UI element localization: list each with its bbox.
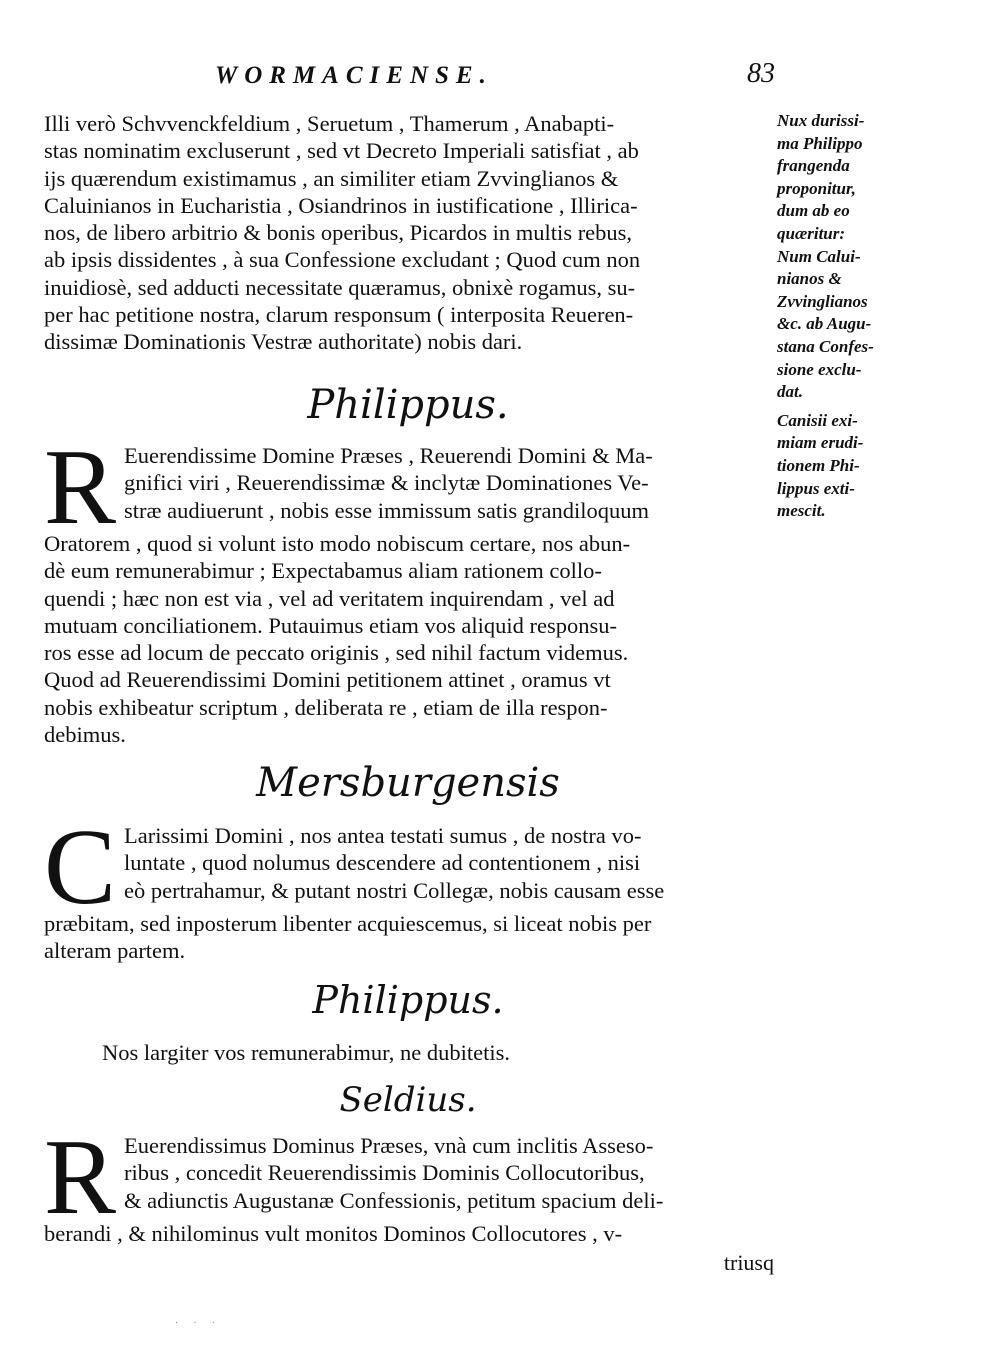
text-line: & adiunctis Augustanæ Confessionis, petitum spacium deli- — [124, 1187, 664, 1213]
drop-cap: C — [44, 808, 117, 927]
marginal-line: frangenda — [777, 156, 850, 176]
catchword: triusq — [723, 1250, 774, 1275]
text-line: Euerendissime Domine Præses , Reuerendi Domini & Ma- — [124, 443, 653, 468]
marginal-line: Nux durissi- — [777, 111, 865, 130]
text-line: quendi ; hæc non est via , vel ad veritatem inquirendam , vel ad — [44, 585, 615, 611]
paragraph-lines — [44, 1118, 772, 1247]
text-line: inuidiosè, sed adducti necessitate quæramus, obnixè rogamus, su- — [44, 274, 636, 300]
text-line: alteram partem. — [44, 938, 186, 964]
text-line: Caluinianos in Eucharistia , Osiandrinos in iustificatione , Illirica- — [44, 192, 638, 218]
marginal-line: stana Confes- — [777, 336, 874, 356]
text-line: dè eum remunerabimur ; Expectabamus aliam rationem collo- — [44, 558, 602, 584]
paragraph-lines — [44, 428, 772, 748]
paper-specks: · · · — [175, 1318, 221, 1329]
marginal-line: dum ab eo — [777, 201, 850, 221]
text-line: ros esse ad locum de peccato originis , sed nihil factum videmus. — [44, 640, 629, 666]
marginal-line: Num Calui- — [777, 246, 861, 266]
paragraph-lines — [44, 110, 772, 356]
text-line: gnifici viri , Reuerendissimæ & inclytæ Dominationes Ve- — [124, 470, 649, 496]
text-line: nos, de libero arbitrio & bonis operibus, Picardos in multis rebus, — [44, 220, 633, 246]
text-line: ribus , concedit Reuerendissimis Dominis Collocutoribus, — [124, 1160, 645, 1186]
marginal-notes — [777, 110, 907, 529]
text-line: berandi , & nihilominus vult monitos Dominos Collocutores , v- — [44, 1221, 623, 1246]
marginal-line: dat. — [777, 382, 803, 402]
text-line: præbitam, sed inposterum libenter acquiescemus, si liceat nobis per — [44, 911, 652, 936]
text-line: Larissimi Domini , nos antea testati sumus , de nostra vo- — [124, 823, 642, 848]
marginal-note-nux — [777, 110, 907, 404]
running-title: WORMACIENSE. — [215, 62, 493, 89]
page-number: 83 — [747, 58, 775, 89]
paragraph-clarissimi — [44, 808, 772, 965]
drop-cap: R — [44, 428, 117, 547]
marginal-line: mescit. — [777, 501, 826, 521]
marginal-line: Zvvinglianos — [777, 291, 868, 311]
marginal-line: Canisii exi- — [777, 410, 858, 430]
text-line: ab ipsis dissidentes , à sua Confessione excludant ; Quod cum non — [44, 247, 641, 273]
marginal-line: proponitur, — [777, 178, 856, 198]
reply-line: Nos largiter vos remunerabimur, ne dubitetis. — [102, 1040, 510, 1065]
marginal-line: miam erudi- — [777, 433, 864, 453]
text-line: stas nominatim excluserunt , sed vt Decreto Imperiali satisfiat , ab — [44, 138, 639, 164]
text-line: Euerendissimus Dominus Præses, vnà cum inclitis Asseso- — [124, 1133, 654, 1158]
text-line: dissimæ Dominationis Vestræ authoritate) nobis dari. — [44, 329, 523, 355]
text-line: nobis exhibeatur scriptum , deliberata re , etiam de illa respon- — [44, 694, 608, 720]
marginal-line: nianos & — [777, 269, 842, 289]
running-header — [215, 58, 775, 98]
marginal-line: quæritur: — [777, 223, 846, 243]
speaker-heading-mersburgensis: Mersburgensis — [256, 760, 560, 806]
marginal-line: tionem Phi- — [777, 455, 860, 475]
drop-cap: R — [44, 1118, 117, 1237]
text-line: ijs quærendum existimamus , an similiter etiam Zvvinglianos & — [44, 165, 619, 191]
paragraph-reuerendissime — [44, 428, 772, 748]
paragraph-illi — [44, 110, 772, 356]
text-line: stræ audiuerunt , nobis esse immissum satis grandiloquum — [124, 497, 650, 523]
text-line: per hac petitione nostra, clarum responsum ( interposita Reueren- — [44, 302, 634, 328]
text-line: Quod ad Reuerendissimi Domini petitionem attinet , oramus vt — [44, 667, 611, 693]
speaker-heading-seldius: Seldius. — [339, 1080, 477, 1120]
text-line: Oratorem , quod si volunt isto modo nobiscum certare, nos abun- — [44, 531, 631, 556]
text-line: luntate , quod nolumus descendere ad contentionem , nisi — [124, 850, 641, 876]
marginal-line: ma Philippo — [777, 133, 863, 153]
marginal-line: sione exclu- — [777, 359, 862, 379]
text-line: debimus. — [44, 722, 126, 748]
paragraph-lines — [44, 808, 772, 965]
text-line: mutuam conciliationem. Putauimus etiam vos aliquid responsu- — [44, 612, 618, 638]
speaker-heading-philippus: Philippus. — [307, 382, 509, 428]
marginal-line: &c. ab Augu- — [777, 314, 872, 334]
marginal-line: lippus exti- — [777, 478, 855, 498]
paragraph-reuerendissimus — [44, 1118, 772, 1247]
speaker-heading-philippus-2: Philippus. — [312, 978, 504, 1022]
text-line: eò pertrahamur, & putant nostri Collegæ, nobis causam esse — [124, 877, 665, 903]
marginal-note-canisii — [777, 410, 907, 523]
text-line: Illi verò Schvvenckfeldium , Seruetum , Thamerum , Anabapti- — [44, 111, 615, 136]
